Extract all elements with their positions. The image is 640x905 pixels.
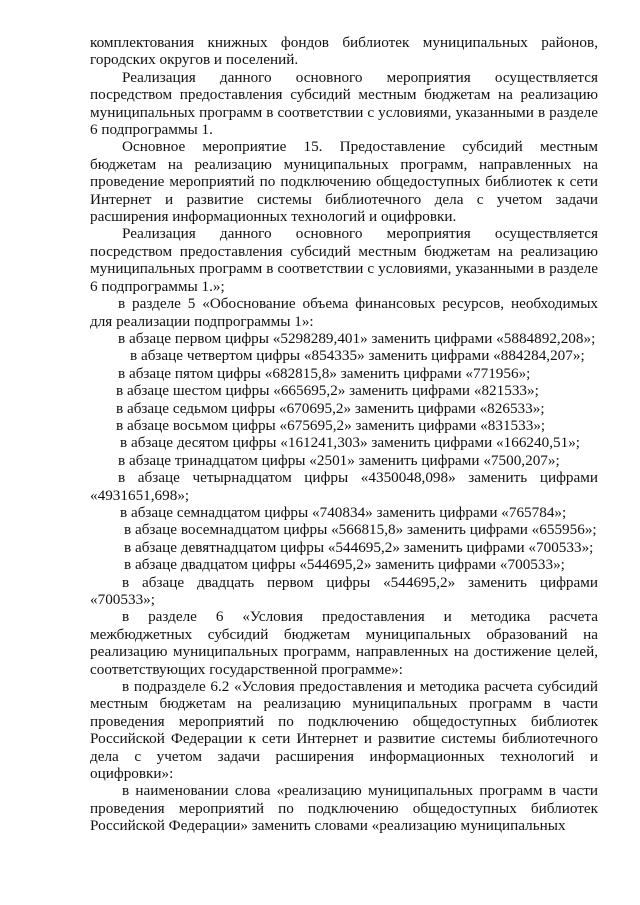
amendment-line-6: в абзаце восьмом цифры «675695,2» заменить цифрами «831533»; xyxy=(116,416,546,434)
paragraph-8: в разделе 6 «Условия предоставления и методика расчета межбюджетных субсидий бюджетам муниципальных образований на реализацию муниципальных программ, направленных на достижение целей, соответствующих государственной программе»: xyxy=(90,608,598,678)
amendment-line-9: в абзаце семнадцатом цифры «740834» заменить цифрами «765784»; xyxy=(120,503,567,521)
paragraph-6: в абзаце четырнадцатом цифры «4350048,098» заменить цифрами «4931651,698»; xyxy=(90,469,598,504)
amendment-line-2: в абзаце четвертом цифры «854335» заменить цифрами «884284,207»; xyxy=(130,347,585,365)
amendment-line-11: в абзаце девятнадцатом цифры «544695,2» заменить цифрами «700533»; xyxy=(124,538,594,556)
paragraph-4: Реализация данного основного мероприятия осуществляется посредством предоставления субсидий местным бюджетам на реализацию муниципальных программ в соответствии с условиями, указанными в разделе 6 подпрограммы 1.»; xyxy=(90,225,598,295)
paragraph-9: в подразделе 6.2 «Условия предоставления и методика расчета субсидий местным бюджетам на реализацию муниципальных программ в части проведения мероприятий по подключению общедоступных библиотек Российской Федерации к сети Интернет и развитие системы библиотечного дела с учетом задачи расширения информационных технологий и оцифровки»: xyxy=(90,678,598,783)
amendment-line-3: в абзаце пятом цифры «682815,8» заменить цифрами «771956»; xyxy=(118,364,531,382)
amendment-line-10: в абзаце восемнадцатом цифры «566815,8» заменить цифрами «655956»; xyxy=(124,521,597,539)
amendment-line-4: в абзаце шестом цифры «665695,2» заменить цифрами «821533»; xyxy=(116,382,539,400)
paragraph-1: комплектования книжных фондов библиотек муниципальных районов, городских округов и поселений. xyxy=(90,34,598,69)
paragraph-7: в абзаце двадцать первом цифры «544695,2» заменить цифрами «700533»; xyxy=(90,573,598,608)
document-page xyxy=(90,34,598,835)
amendment-line-7: в абзаце десятом цифры «161241,303» заменить цифрами «166240,51»; xyxy=(120,434,581,452)
amendment-line-8: в абзаце тринадцатом цифры «2501» заменить цифрами «7500,207»; xyxy=(118,451,560,469)
paragraph-10: в наименовании слова «реализацию муниципальных программ в части проведения мероприятий по подключению общедоступных библиотек Российской Федерации» заменить словами «реализацию муниципальных xyxy=(90,782,598,835)
paragraph-2: Реализация данного основного мероприятия осуществляется посредством предоставления субсидий местным бюджетам на реализацию муниципальных программ в соответствии с условиями, указанными в разделе 6 подпрограммы 1. xyxy=(90,68,598,139)
amendment-line-12: в абзаце двадцатом цифры «544695,2» заменить цифрами «700533»; xyxy=(124,556,565,574)
paragraph-5: в разделе 5 «Обоснование объема финансовых ресурсов, необходимых для реализации подпрограммы 1»: xyxy=(90,295,598,330)
paragraph-3: Основное мероприятие 15. Предоставление субсидий местным бюджетам на реализацию муниципальных программ, направленных на проведение мероприятий по подключению общедоступных библиотек к сети Интернет и развитие системы библиотечного дела с учетом задачи расширения информационных технологий и оцифровки. xyxy=(90,138,598,226)
amendment-line-5: в абзаце седьмом цифры «670695,2» заменить цифрами «826533»; xyxy=(116,399,545,417)
amendment-line-1: в абзаце первом цифры «5298289,401» заменить цифрами «5884892,208»; xyxy=(118,329,596,347)
